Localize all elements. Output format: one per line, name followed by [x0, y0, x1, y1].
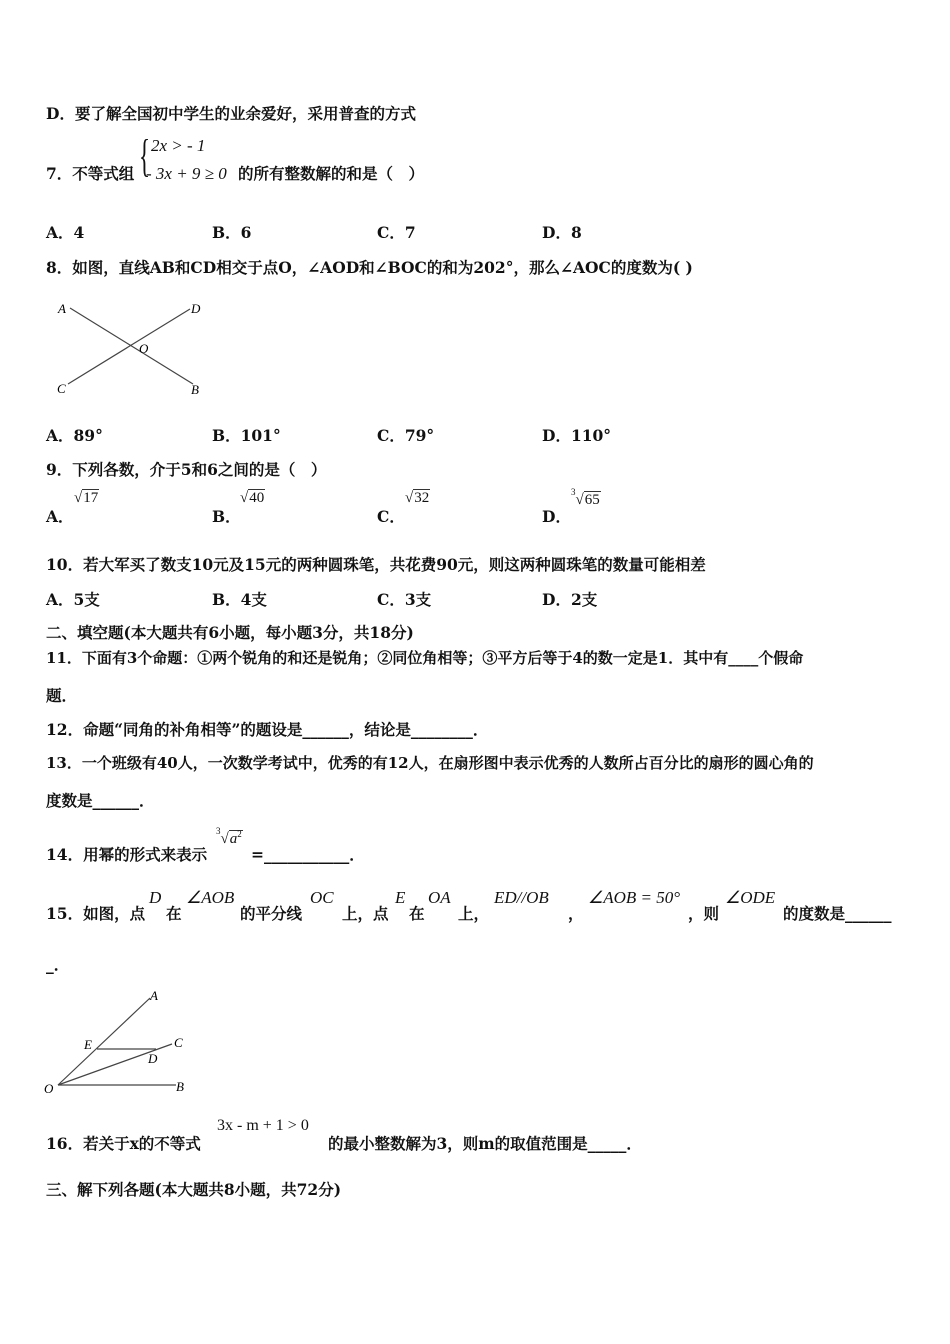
q15-point-e: E	[395, 888, 406, 907]
q15-p1: 15．如图，点	[46, 904, 146, 923]
q9-option-b: B．	[212, 507, 241, 526]
q9-option-a: A．	[46, 507, 74, 526]
q14-suffix: =___________．	[251, 845, 365, 864]
radicand: 40	[249, 490, 265, 506]
q15-p4: 上，点	[342, 904, 389, 923]
label-b: B	[176, 1079, 184, 1094]
q16-suffix: 的最小整数解为3，则m的取值范围是_____．	[328, 1134, 642, 1153]
label-c: C	[174, 1035, 183, 1050]
label-a: A	[150, 988, 158, 1003]
q8-option-c: C．79°	[377, 426, 435, 445]
label-d: D	[191, 301, 201, 316]
q13-line2: 度数是______．	[46, 791, 155, 810]
label-a: A	[58, 301, 66, 316]
radicand: a	[229, 831, 238, 847]
q9-option-d: D．	[542, 507, 571, 526]
label-c: C	[57, 381, 66, 396]
q15-point-d: D	[149, 888, 162, 907]
q12-text: 12．命题“同角的补角相等”的题设是______，结论是________．	[46, 720, 489, 739]
q15-p2: 在	[166, 904, 182, 923]
q8-text: 8．如图，直线AB和CD相交于点O，∠AOD和∠BOC的和为202°，那么∠AOC的度数为( )	[46, 258, 693, 277]
q6-option-d: D．要了解全国初中学生的业余爱好，采用普查的方式	[46, 104, 416, 123]
q10-text: 10．若大军买了数支10元及15元的两种圆珠笔，共花费90元，则这两种圆珠笔的数量可能相差	[46, 555, 706, 574]
q8-intersecting-lines-figure	[50, 295, 210, 400]
root-index: 3	[571, 487, 576, 497]
section-2-heading: 二、填空题(本大题共有6小题，每小题3分，共18分)	[46, 623, 414, 642]
exponent: 2	[237, 829, 242, 839]
q15-p6: 上，	[458, 904, 490, 923]
q10-option-b: B．4支	[212, 590, 267, 609]
q7-option-d: D．8	[542, 223, 582, 242]
q14-cbrt-a-squared: $^3√a^2$	[216, 826, 242, 847]
q15-p7: ，	[568, 904, 584, 923]
ray-oa	[58, 998, 150, 1085]
q7-option-c: C．7	[377, 223, 416, 242]
q7-option-b: B．6	[212, 223, 252, 242]
q7-tail: 的所有整数解的和是（ ）	[238, 164, 425, 183]
q9-text: 9．下列各数，介于5和6之间的是（ ）	[46, 460, 327, 479]
q7-ineq2: - 3x + 9 ≥ 0	[146, 164, 227, 183]
section-3-heading: 三、解下列各题(本大题共8小题，共72分)	[46, 1180, 342, 1199]
q8-option-d: D．110°	[542, 426, 612, 445]
q10-option-c: C．3支	[377, 590, 432, 609]
q7-ineq1: 2x > - 1	[151, 136, 206, 155]
q15-angle-aob: ∠AOB	[186, 888, 235, 907]
q7-number: 7．不等式组	[46, 164, 135, 183]
q9-sqrt-17: √17	[74, 490, 99, 506]
q11-line2: 题．	[46, 686, 78, 705]
q15-line2: _．	[46, 955, 70, 974]
q9-sqrt-32: √32	[405, 490, 430, 506]
root-index: 3	[216, 826, 221, 836]
q8-option-b: B．101°	[212, 426, 281, 445]
label-o: O	[139, 341, 149, 356]
q8-option-a: A．89°	[46, 426, 103, 445]
q16-inequality: 3x - m + 1 > 0	[217, 1117, 309, 1134]
q15-angle-bisector-figure	[40, 985, 200, 1100]
label-o: O	[44, 1081, 54, 1096]
radicand: 32	[414, 490, 430, 506]
q15-p8: ，则	[688, 904, 720, 923]
q15-oa: OA	[428, 888, 451, 907]
q10-option-a: A．5支	[46, 590, 100, 609]
label-b: B	[191, 382, 199, 397]
q7-option-a: A．4	[46, 223, 85, 242]
q9-sqrt-40: √40	[240, 490, 265, 506]
label-d: D	[148, 1051, 158, 1066]
q15-p3: 的平分线	[240, 904, 303, 923]
q16-prefix: 16．若关于x的不等式	[46, 1134, 201, 1153]
q10-option-d: D．2支	[542, 590, 598, 609]
line-cd	[68, 309, 190, 384]
q14-prefix: 14．用幂的形式来表示	[46, 845, 208, 864]
q15-angle-aob-value: ∠AOB = 50°	[588, 888, 681, 907]
q9-option-c: C．	[377, 507, 405, 526]
q11-line1: 11．下面有3个命题：①两个锐角的和还是锐角；②同位角相等；③平方后等于4的数一定是1．其中有____个假命	[46, 649, 804, 667]
radicand: 17	[83, 490, 99, 506]
line-ab	[70, 308, 193, 384]
q15-p5: 在	[409, 904, 425, 923]
q15-oc: OC	[310, 888, 334, 907]
q7-brace: {	[139, 130, 151, 181]
q15-ed-parallel-ob: ED//OB	[494, 888, 549, 907]
q9-cbrt-65: $^3$√65	[571, 487, 600, 508]
q15-angle-ode: ∠ODE	[725, 888, 776, 907]
q13-line1: 13．一个班级有40人，一次数学考试中，优秀的有12人，在扇形图中表示优秀的人数所占百分比的扇形的圆心角的	[46, 754, 814, 772]
label-e: E	[84, 1037, 92, 1052]
radicand: 65	[584, 492, 600, 508]
q15-p9: 的度数是______	[783, 904, 892, 923]
